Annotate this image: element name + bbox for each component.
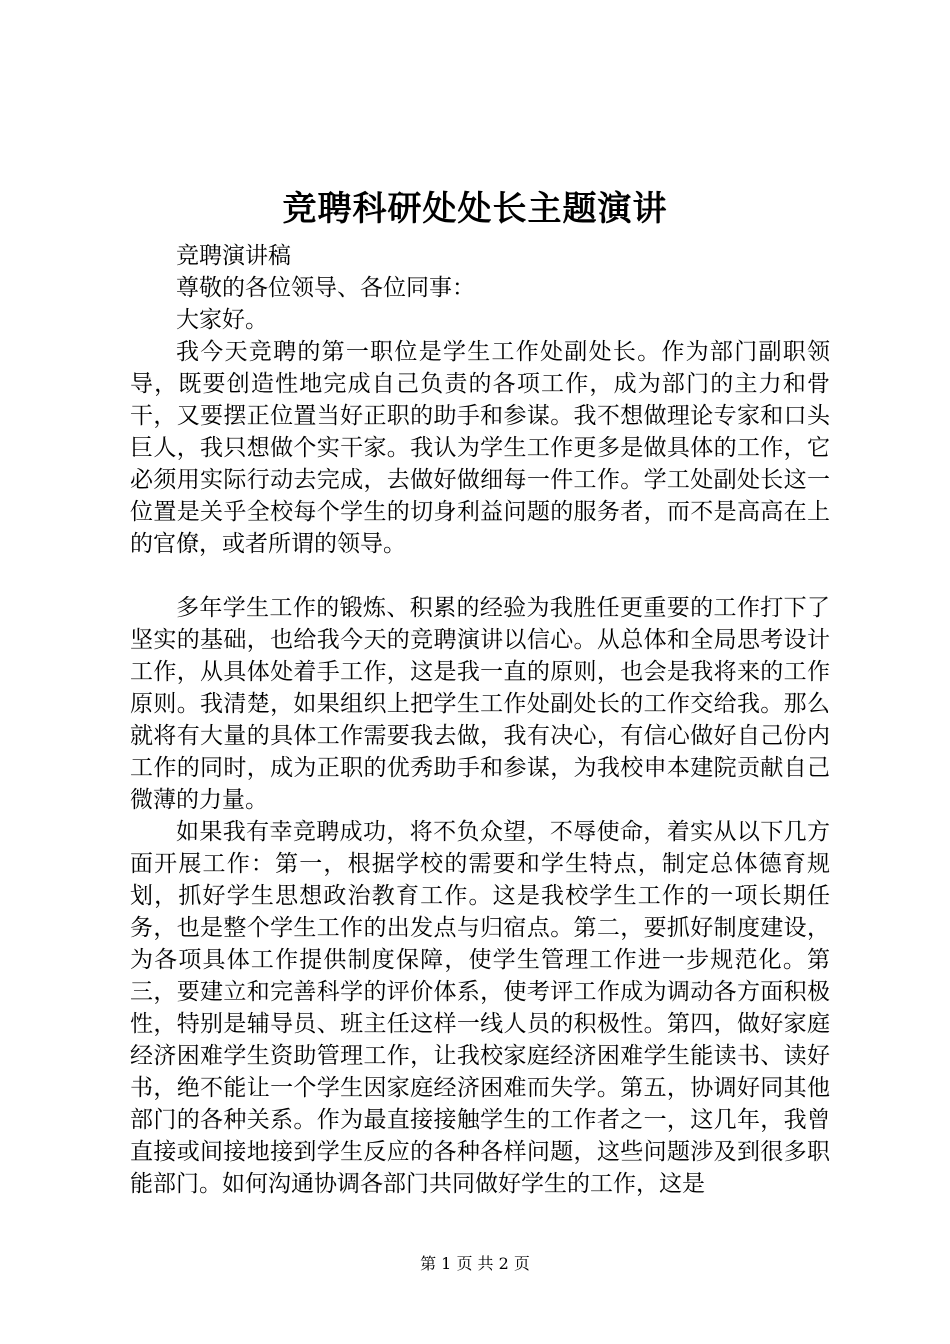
document-title: 竞聘科研处处长主题演讲 bbox=[282, 189, 668, 229]
paragraph-2: 多年学生工作的锻炼、积累的经验为我胜任更重要的工作打下了坚实的基础，也给我今天的竞聘演讲以信心。从总体和全局思考设计工作，从具体处着手工作，这是我一直的原则，也会是我将来的工作原则。我清楚，如果组织上把学生工作处副处长的工作交给我。那么就将有大量的具体工作需要我去做，我有决心，有信心做好自己份内工作的同时，成为正职的优秀助手和参谋，为我校申本建院贡献自己微薄的力量。 bbox=[130, 595, 830, 813]
paragraph-1: 我今天竞聘的第一职位是学生工作处副处长。作为部门副职领导，既要创造性地完成自己负责的各项工作，成为部门的主力和骨干，又要摆正位置当好正职的助手和参谋。我不想做理论专家和口头巨人，我只想做个实干家。我认为学生工作更多是做具体的工作，它必须用实际行动去完成，去做好做细每一件工作。学工处副处长这一位置是关乎全校每个学生的切身利益问题的服务者，而不是高高在上的官僚，或者所谓的领导。 bbox=[130, 339, 830, 557]
page-footer: 第 1 页 共 2 页 bbox=[420, 1254, 530, 1273]
greeting-line: 大家好。 bbox=[176, 307, 268, 333]
subtitle-line: 竞聘演讲稿 bbox=[176, 243, 291, 269]
document-body bbox=[130, 240, 830, 1200]
salutation-line: 尊敬的各位领导、各位同事： bbox=[176, 275, 475, 301]
paragraph-3: 如果我有幸竞聘成功，将不负众望，不辱使命，着实从以下几方面开展工作：第一，根据学校的需要和学生特点，制定总体德育规划，抓好学生思想政治教育工作。这是我校学生工作的一项长期任务，也是整个学生工作的出发点与归宿点。第二，要抓好制度建设，为各项具体工作提供制度保障，使学生管理工作进一步规范化。第三，要建立和完善科学的评价体系，使考评工作成为调动各方面积极性，特别是辅导员、班主任这样一线人员的积极性。第四，做好家庭经济困难学生资助管理工作，让我校家庭经济困难学生能读书、读好书，绝不能让一个学生因家庭经济困难而失学。第五，协调好同其他部门的各种关系。作为最直接接触学生的工作者之一，这几年，我曾直接或间接地接到学生反应的各种各样问题，这些问题涉及到很多职能部门。如何沟通协调各部门共同做好学生的工作，这是 bbox=[130, 819, 830, 1197]
